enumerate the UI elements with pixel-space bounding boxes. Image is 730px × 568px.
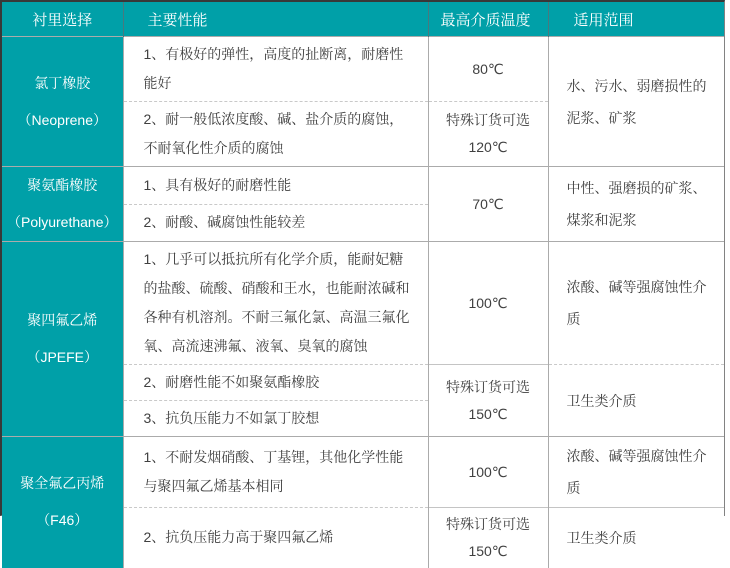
table-row	[2, 37, 724, 102]
material-cell-f46	[2, 437, 123, 568]
material-name: 聚四氟乙烯	[27, 312, 98, 328]
temperature-cell	[428, 365, 548, 437]
performance-cell: 2、抗负压能力高于聚四氟乙烯	[123, 508, 428, 568]
material-cell-neoprene	[2, 37, 123, 167]
temperature-cell: 100℃	[428, 242, 548, 365]
material-alias: （F46）	[36, 512, 89, 529]
performance-cell: 1、不耐发烟硝酸、丁基锂，其他化学性能与聚四氟乙烯基本相同	[123, 437, 428, 508]
temperature-note: 特殊订货可选	[446, 112, 530, 128]
temperature-value: 120℃	[468, 139, 508, 155]
material-alias: （Polyurethane）	[6, 214, 118, 230]
performance-cell: 1、几乎可以抵抗所有化学介质，能耐妃糖的盐酸、硫酸、硝酸和王水，也能耐浓碱和各种有机溶剂。不耐三氟化氯、高温三氟化氧、高流速沸氟、液氧、臭氧的腐蚀	[123, 242, 428, 365]
material-alias: （JPEFE）	[26, 349, 99, 365]
material-cell-ptfe	[2, 242, 123, 437]
material-cell-polyurethane	[2, 167, 123, 242]
temperature-cell: 70℃	[428, 167, 548, 242]
table-row	[2, 242, 724, 365]
performance-cell: 2、耐一般低浓度酸、碱、盐介质的腐蚀，不耐氧化性介质的腐蚀	[123, 102, 428, 167]
temperature-cell: 100℃	[428, 437, 548, 508]
scope-cell: 中性、强磨损的矿浆、煤浆和泥浆	[548, 167, 724, 242]
col-header-performance: 主要性能	[123, 2, 428, 37]
table-row	[2, 167, 724, 205]
header-row	[2, 2, 724, 37]
col-header-scope: 适用范围	[548, 2, 724, 37]
performance-cell: 1、具有极好的耐磨性能	[123, 167, 428, 205]
performance-cell: 2、耐磨性能不如聚氨酯橡胶	[123, 365, 428, 401]
temperature-value: 150℃	[468, 542, 508, 559]
temperature-note: 特殊订货可选	[446, 515, 530, 532]
col-header-max-temp: 最高介质温度	[428, 2, 548, 37]
performance-cell: 1、有极好的弹性，高度的扯断离，耐磨性能好	[123, 37, 428, 102]
material-name: 聚全氟乙丙烯	[20, 475, 105, 492]
lining-selection-table	[2, 2, 724, 568]
temperature-note: 特殊订货可选	[446, 378, 530, 395]
temperature-value: 80℃	[472, 60, 504, 77]
scope-cell: 卫生类介质	[548, 508, 724, 568]
scope-cell: 卫生类介质	[548, 365, 724, 437]
temperature-cell	[428, 102, 548, 167]
scope-cell: 浓酸、碱等强腐蚀性介质	[548, 437, 724, 508]
scope-cell: 水、污水、弱磨损性的泥浆、矿浆	[548, 37, 724, 167]
col-header-lining: 衬里选择	[2, 2, 123, 37]
material-name: 氯丁橡胶	[34, 74, 91, 91]
temperature-value: 150℃	[468, 405, 508, 422]
material-name: 聚氨酯橡胶	[27, 177, 98, 193]
performance-cell: 3、抗负压能力不如氯丁胶想	[123, 401, 428, 437]
performance-cell: 2、耐酸、碱腐蚀性能较差	[123, 204, 428, 242]
temperature-cell	[428, 37, 548, 102]
table-row	[2, 437, 724, 508]
material-alias: （Neoprene）	[17, 111, 107, 128]
temperature-cell	[428, 508, 548, 568]
scope-cell: 浓酸、碱等强腐蚀性介质	[548, 242, 724, 365]
